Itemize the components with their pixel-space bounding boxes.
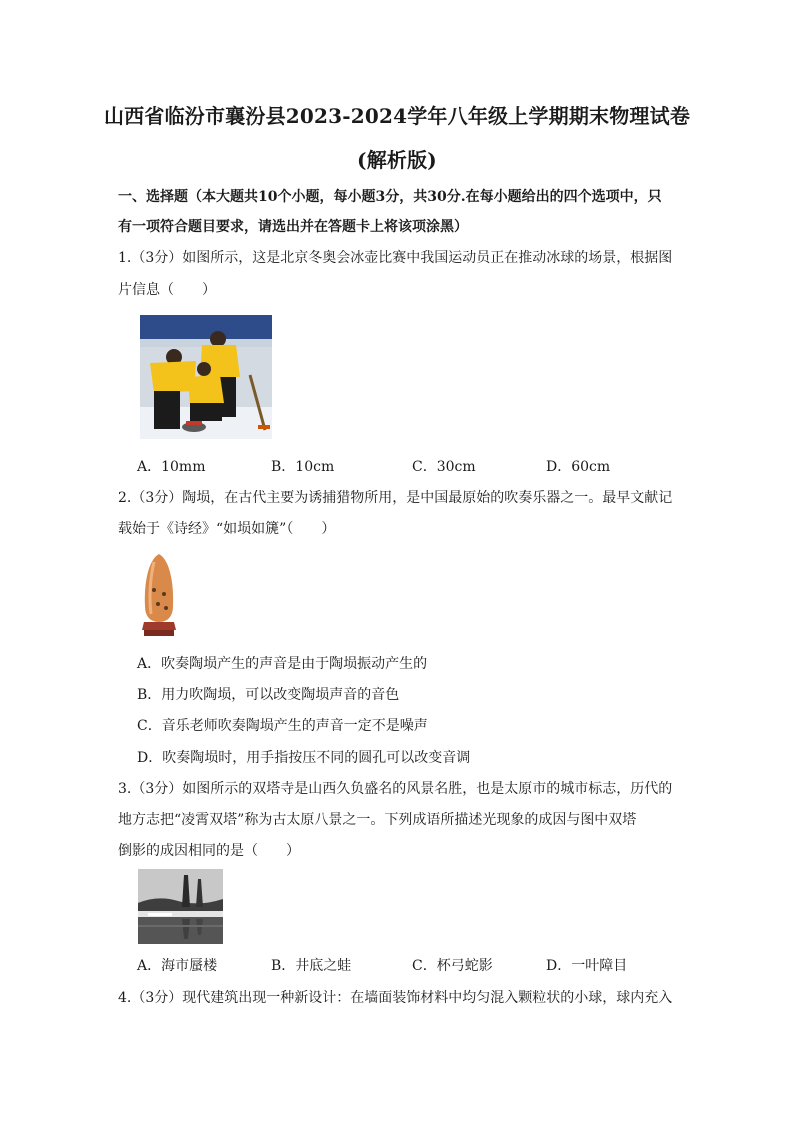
q3-stem-line3: 倒影的成因相同的是（ ） <box>118 843 300 859</box>
q3-option-c: C．杯弓蛇影 <box>412 958 493 974</box>
q2-option-b: B．用力吹陶埙，可以改变陶埙声音的音色 <box>137 687 400 703</box>
q2-option-a: A．吹奏陶埙产生的声音是由于陶埙振动产生的 <box>137 656 428 672</box>
q1-option-a: A．10mm <box>137 459 206 475</box>
exam-title-suffix: (解析版) <box>357 148 437 172</box>
curling-illustration <box>140 315 272 439</box>
q2-stem-line2: 载始于《诗经》“如埙如篪”（ ） <box>118 521 336 537</box>
q1-option-d: D．60cm <box>546 459 611 475</box>
xun-illustration <box>138 550 180 638</box>
q1-option-b: B．10cm <box>271 459 335 475</box>
q3-option-d: D．一叶障目 <box>546 958 628 974</box>
pagoda-reflection-illustration <box>138 869 223 944</box>
q3-stem-line1: 3.（3分）如图所示的双塔寺是山西久负盛名的风景名胜，也是太原市的城市标志，历代的 <box>118 781 673 797</box>
section-instructions-line1: 一、选择题（本大题共10个小题，每小题3分，共30分.在每小题给出的四个选项中，只 <box>118 189 662 205</box>
q1-stem-line2: 片信息（ ） <box>118 282 216 298</box>
q3-stem-line2: 地方志把“凌霄双塔”称为古太原八景之一。下列成语所描述光现象的成因与图中双塔 <box>118 812 637 828</box>
section-instructions-line2: 有一项符合题目要求，请选出并在答题卡上将该项涂黑） <box>118 219 468 235</box>
q1-stem-line1: 1.（3分）如图所示，这是北京冬奥会冰壶比赛中我国运动员正在推动冰球的场景，根据图 <box>118 250 673 266</box>
q4-stem-line1: 4.（3分）现代建筑出现一种新设计：在墙面装饰材料中均匀混入颗粒状的小球，球内充入 <box>118 990 673 1006</box>
q2-option-d: D．吹奏陶埙时，用手指按压不同的圆孔可以改变音调 <box>137 750 471 766</box>
q2-xun-photo <box>138 550 180 638</box>
q3-option-b: B．井底之蛙 <box>271 958 352 974</box>
q3-option-a: A．海市蜃楼 <box>137 958 218 974</box>
q2-stem-line1: 2.（3分）陶埙，在古代主要为诱捕猎物所用，是中国最原始的吹奏乐器之一。最早文献记 <box>118 490 673 506</box>
q2-option-c: C．音乐老师吹奏陶埙产生的声音一定不是噪声 <box>137 718 428 734</box>
q3-twin-pagodas-photo <box>138 869 223 944</box>
exam-title: 山西省临汾市襄汾县2023-2024学年八年级上学期期末物理试卷 <box>103 104 691 128</box>
q1-curling-photo <box>140 315 272 439</box>
q1-option-c: C．30cm <box>412 459 476 475</box>
